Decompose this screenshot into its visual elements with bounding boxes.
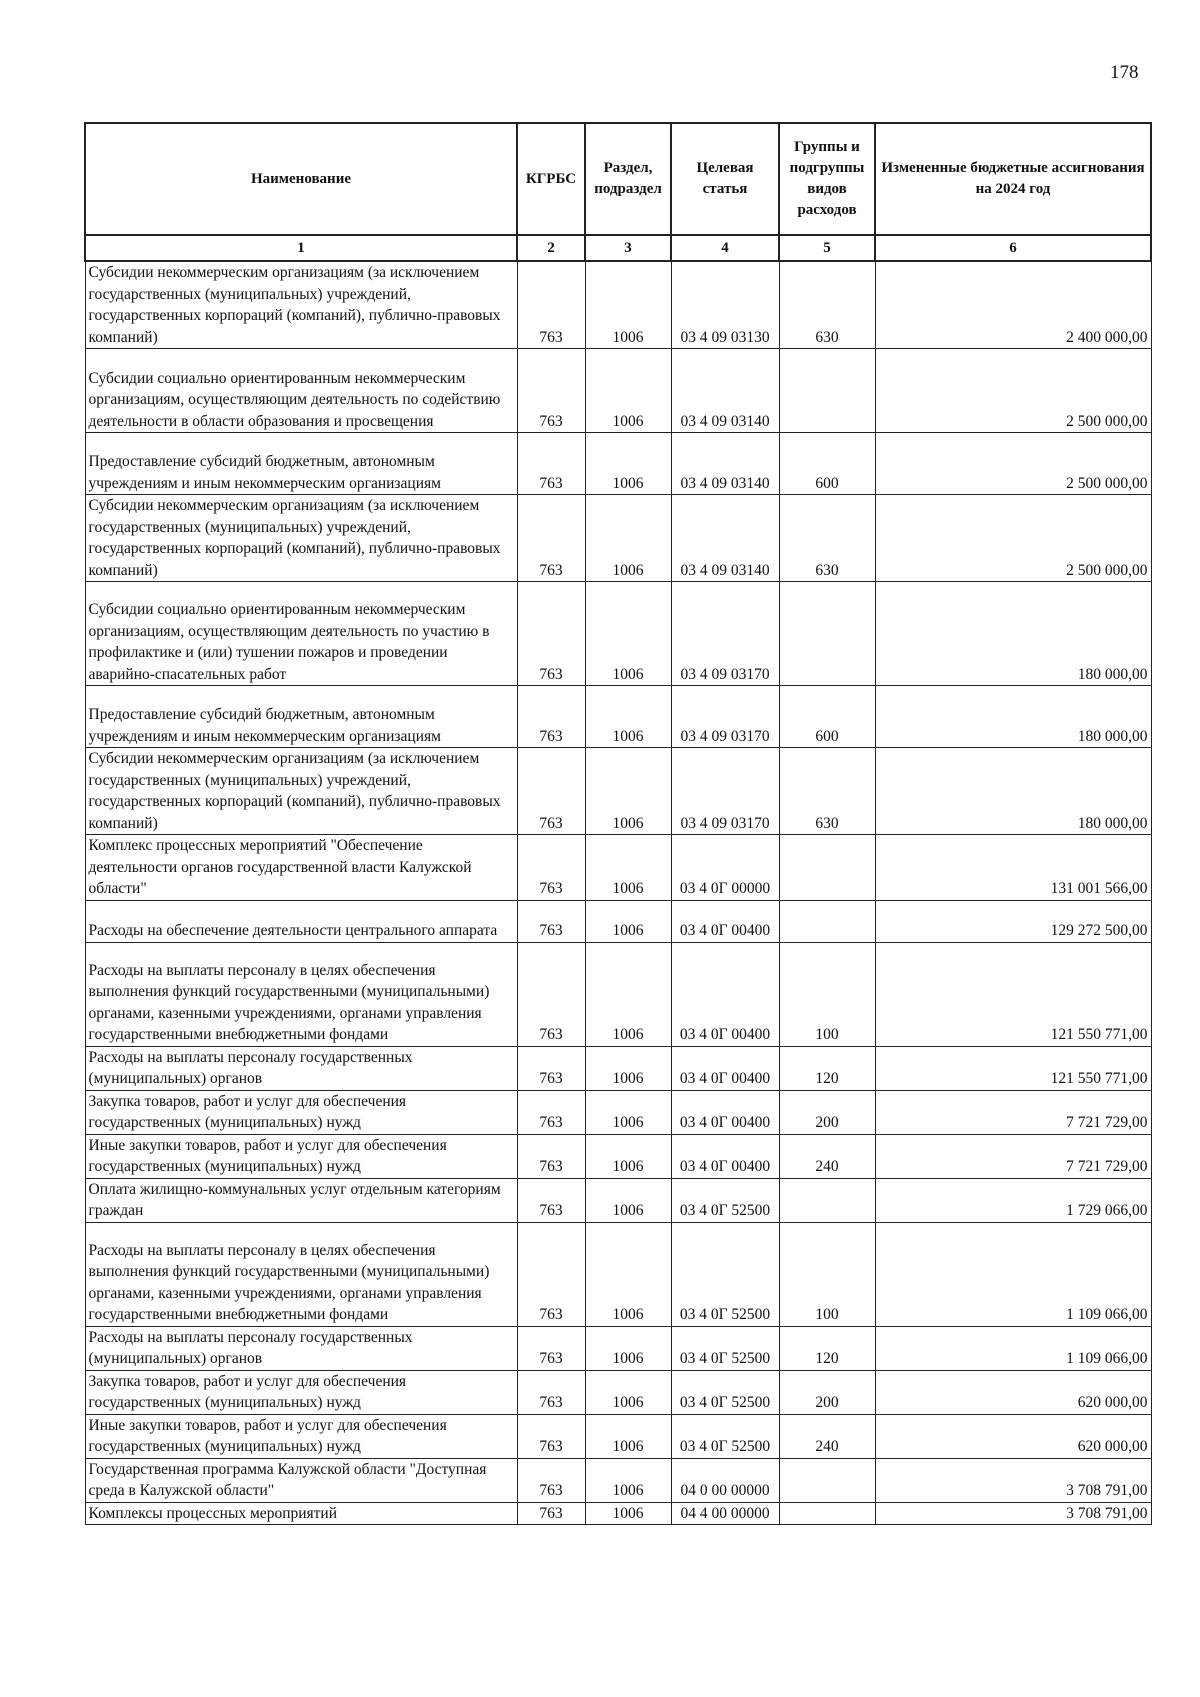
row-amount: 180 000,00 bbox=[875, 686, 1151, 748]
table-row bbox=[85, 1134, 1151, 1178]
row-group: 240 bbox=[779, 1414, 875, 1458]
row-name: Комплексы процессных мероприятий bbox=[85, 1502, 517, 1525]
row-amount: 131 001 566,00 bbox=[875, 835, 1151, 901]
row-kgrbs: 763 bbox=[517, 1370, 585, 1414]
table-body bbox=[85, 261, 1151, 1525]
row-kgrbs: 763 bbox=[517, 942, 585, 1046]
row-kgrbs: 763 bbox=[517, 495, 585, 582]
row-target: 03 4 09 03140 bbox=[671, 495, 779, 582]
row-name: Субсидии социально ориентированным некоммерческим организациям, осуществляющим деятельность по участию в профилактике и (или) тушении пожаров и проведении аварийно-спасательных работ bbox=[85, 582, 517, 686]
row-target: 03 4 09 03130 bbox=[671, 261, 779, 349]
row-section: 1006 bbox=[585, 261, 671, 349]
row-target: 03 4 0Г 52500 bbox=[671, 1326, 779, 1370]
row-section: 1006 bbox=[585, 1222, 671, 1326]
row-amount: 180 000,00 bbox=[875, 582, 1151, 686]
row-target: 03 4 0Г 52500 bbox=[671, 1222, 779, 1326]
row-group: 200 bbox=[779, 1370, 875, 1414]
row-group bbox=[779, 1458, 875, 1502]
row-kgrbs: 763 bbox=[517, 686, 585, 748]
row-amount: 620 000,00 bbox=[875, 1370, 1151, 1414]
row-amount: 1 109 066,00 bbox=[875, 1222, 1151, 1326]
table-row bbox=[85, 686, 1151, 748]
row-name: Расходы на выплаты персоналу в целях обеспечения выполнения функций государственными (муниципальными) органами, казенными учреждениями, органами управления государственными внебюджетными фондами bbox=[85, 942, 517, 1046]
row-group bbox=[779, 349, 875, 433]
row-group: 630 bbox=[779, 261, 875, 349]
row-section: 1006 bbox=[585, 942, 671, 1046]
row-section: 1006 bbox=[585, 835, 671, 901]
table-row bbox=[85, 835, 1151, 901]
row-target: 03 4 0Г 00400 bbox=[671, 1046, 779, 1090]
row-amount: 2 400 000,00 bbox=[875, 261, 1151, 349]
header-target: Целевая статья bbox=[671, 123, 779, 235]
row-section: 1006 bbox=[585, 1326, 671, 1370]
row-amount: 2 500 000,00 bbox=[875, 495, 1151, 582]
row-kgrbs: 763 bbox=[517, 835, 585, 901]
row-name: Оплата жилищно-коммунальных услуг отдельным категориям граждан bbox=[85, 1178, 517, 1222]
row-target: 03 4 0Г 52500 bbox=[671, 1370, 779, 1414]
header-section: Раздел, подраздел bbox=[585, 123, 671, 235]
row-section: 1006 bbox=[585, 686, 671, 748]
row-group: 600 bbox=[779, 433, 875, 495]
row-kgrbs: 763 bbox=[517, 1134, 585, 1178]
row-target: 03 4 09 03140 bbox=[671, 433, 779, 495]
row-name: Иные закупки товаров, работ и услуг для обеспечения государственных (муниципальных) нужд bbox=[85, 1134, 517, 1178]
table-row bbox=[85, 1458, 1151, 1502]
row-group: 240 bbox=[779, 1134, 875, 1178]
row-target: 03 4 09 03140 bbox=[671, 349, 779, 433]
row-section: 1006 bbox=[585, 495, 671, 582]
row-kgrbs: 763 bbox=[517, 900, 585, 942]
row-section: 1006 bbox=[585, 433, 671, 495]
row-amount: 3 708 791,00 bbox=[875, 1458, 1151, 1502]
table-row bbox=[85, 1046, 1151, 1090]
row-kgrbs: 763 bbox=[517, 1502, 585, 1525]
table-row bbox=[85, 1502, 1151, 1525]
row-name: Предоставление субсидий бюджетным, автономным учреждениям и иным некоммерческим организациям bbox=[85, 686, 517, 748]
row-kgrbs: 763 bbox=[517, 1178, 585, 1222]
row-target: 03 4 0Г 00400 bbox=[671, 1090, 779, 1134]
row-kgrbs: 763 bbox=[517, 433, 585, 495]
row-section: 1006 bbox=[585, 748, 671, 835]
row-section: 1006 bbox=[585, 1090, 671, 1134]
column-number: 3 bbox=[585, 235, 671, 261]
row-amount: 129 272 500,00 bbox=[875, 900, 1151, 942]
row-section: 1006 bbox=[585, 1414, 671, 1458]
table-row bbox=[85, 433, 1151, 495]
row-group bbox=[779, 900, 875, 942]
row-section: 1006 bbox=[585, 1134, 671, 1178]
row-group: 120 bbox=[779, 1046, 875, 1090]
row-name: Государственная программа Калужской области "Доступная среда в Калужской области" bbox=[85, 1458, 517, 1502]
row-name: Расходы на выплаты персоналу государственных (муниципальных) органов bbox=[85, 1046, 517, 1090]
row-target: 03 4 09 03170 bbox=[671, 582, 779, 686]
row-name: Закупка товаров, работ и услуг для обеспечения государственных (муниципальных) нужд bbox=[85, 1090, 517, 1134]
row-name: Субсидии некоммерческим организациям (за исключением государственных (муниципальных) учреждений, государственных корпораций (компаний), публично-правовых компаний) bbox=[85, 748, 517, 835]
row-kgrbs: 763 bbox=[517, 261, 585, 349]
row-amount: 1 729 066,00 bbox=[875, 1178, 1151, 1222]
row-group: 630 bbox=[779, 495, 875, 582]
row-section: 1006 bbox=[585, 1370, 671, 1414]
row-target: 03 4 0Г 52500 bbox=[671, 1178, 779, 1222]
row-name: Субсидии некоммерческим организациям (за исключением государственных (муниципальных) учреждений, государственных корпораций (компаний), публично-правовых компаний) bbox=[85, 495, 517, 582]
table-row bbox=[85, 1222, 1151, 1326]
row-section: 1006 bbox=[585, 1178, 671, 1222]
table-row bbox=[85, 1414, 1151, 1458]
row-section: 1006 bbox=[585, 1046, 671, 1090]
table-row bbox=[85, 261, 1151, 349]
table-row bbox=[85, 1178, 1151, 1222]
row-target: 03 4 0Г 00400 bbox=[671, 942, 779, 1046]
table-row bbox=[85, 1090, 1151, 1134]
row-kgrbs: 763 bbox=[517, 1090, 585, 1134]
row-section: 1006 bbox=[585, 1502, 671, 1525]
row-group: 600 bbox=[779, 686, 875, 748]
row-kgrbs: 763 bbox=[517, 1326, 585, 1370]
row-name: Субсидии некоммерческим организациям (за исключением государственных (муниципальных) учреждений, государственных корпораций (компаний), публично-правовых компаний) bbox=[85, 261, 517, 349]
row-group: 100 bbox=[779, 1222, 875, 1326]
row-kgrbs: 763 bbox=[517, 1222, 585, 1326]
table-row bbox=[85, 1370, 1151, 1414]
row-section: 1006 bbox=[585, 582, 671, 686]
row-kgrbs: 763 bbox=[517, 1046, 585, 1090]
row-group: 100 bbox=[779, 942, 875, 1046]
header-name: Наименование bbox=[85, 123, 517, 235]
header-groups: Группы и подгруппы видов расходов bbox=[779, 123, 875, 235]
row-group bbox=[779, 1178, 875, 1222]
row-amount: 2 500 000,00 bbox=[875, 433, 1151, 495]
row-amount: 1 109 066,00 bbox=[875, 1326, 1151, 1370]
table-row bbox=[85, 495, 1151, 582]
table-row bbox=[85, 942, 1151, 1046]
row-kgrbs: 763 bbox=[517, 582, 585, 686]
page-number: 178 bbox=[1110, 62, 1139, 83]
table-row bbox=[85, 349, 1151, 433]
row-kgrbs: 763 bbox=[517, 1458, 585, 1502]
row-section: 1006 bbox=[585, 1458, 671, 1502]
row-group: 120 bbox=[779, 1326, 875, 1370]
row-group bbox=[779, 835, 875, 901]
table-row bbox=[85, 748, 1151, 835]
row-kgrbs: 763 bbox=[517, 1414, 585, 1458]
row-target: 03 4 0Г 00000 bbox=[671, 835, 779, 901]
row-name: Субсидии социально ориентированным некоммерческим организациям, осуществляющим деятельность по содействию деятельности в области образования и просвещения bbox=[85, 349, 517, 433]
row-amount: 121 550 771,00 bbox=[875, 942, 1151, 1046]
row-amount: 3 708 791,00 bbox=[875, 1502, 1151, 1525]
row-section: 1006 bbox=[585, 900, 671, 942]
row-target: 03 4 0Г 52500 bbox=[671, 1414, 779, 1458]
row-target: 03 4 0Г 00400 bbox=[671, 900, 779, 942]
row-amount: 121 550 771,00 bbox=[875, 1046, 1151, 1090]
column-number: 2 bbox=[517, 235, 585, 261]
column-number: 1 bbox=[85, 235, 517, 261]
row-kgrbs: 763 bbox=[517, 349, 585, 433]
row-target: 04 4 00 00000 bbox=[671, 1502, 779, 1525]
table-row bbox=[85, 582, 1151, 686]
row-amount: 7 721 729,00 bbox=[875, 1090, 1151, 1134]
row-kgrbs: 763 bbox=[517, 748, 585, 835]
row-name: Иные закупки товаров, работ и услуг для обеспечения государственных (муниципальных) нужд bbox=[85, 1414, 517, 1458]
row-target: 03 4 0Г 00400 bbox=[671, 1134, 779, 1178]
row-target: 03 4 09 03170 bbox=[671, 686, 779, 748]
header-amount: Измененные бюджетные ассигнования на 2024 год bbox=[875, 123, 1151, 235]
row-section: 1006 bbox=[585, 349, 671, 433]
row-target: 04 0 00 00000 bbox=[671, 1458, 779, 1502]
table-row bbox=[85, 900, 1151, 942]
row-name: Расходы на выплаты персоналу государственных (муниципальных) органов bbox=[85, 1326, 517, 1370]
column-number: 4 bbox=[671, 235, 779, 261]
row-amount: 180 000,00 bbox=[875, 748, 1151, 835]
row-group: 630 bbox=[779, 748, 875, 835]
column-number: 5 bbox=[779, 235, 875, 261]
row-group bbox=[779, 582, 875, 686]
row-name: Предоставление субсидий бюджетным, автономным учреждениям и иным некоммерческим организациям bbox=[85, 433, 517, 495]
row-name: Расходы на выплаты персоналу в целях обеспечения выполнения функций государственными (муниципальными) органами, казенными учреждениями, органами управления государственными внебюджетными фондами bbox=[85, 1222, 517, 1326]
row-group: 200 bbox=[779, 1090, 875, 1134]
row-name: Закупка товаров, работ и услуг для обеспечения государственных (муниципальных) нужд bbox=[85, 1370, 517, 1414]
row-amount: 7 721 729,00 bbox=[875, 1134, 1151, 1178]
column-number: 6 bbox=[875, 235, 1151, 261]
budget-table bbox=[84, 122, 1152, 1525]
row-name: Расходы на обеспечение деятельности центрального аппарата bbox=[85, 900, 517, 942]
row-amount: 2 500 000,00 bbox=[875, 349, 1151, 433]
row-target: 03 4 09 03170 bbox=[671, 748, 779, 835]
row-name: Комплекс процессных мероприятий "Обеспечение деятельности органов государственной власти Калужской области" bbox=[85, 835, 517, 901]
table-row bbox=[85, 1326, 1151, 1370]
row-amount: 620 000,00 bbox=[875, 1414, 1151, 1458]
header-kgrbs: КГРБС bbox=[517, 123, 585, 235]
row-group bbox=[779, 1502, 875, 1525]
